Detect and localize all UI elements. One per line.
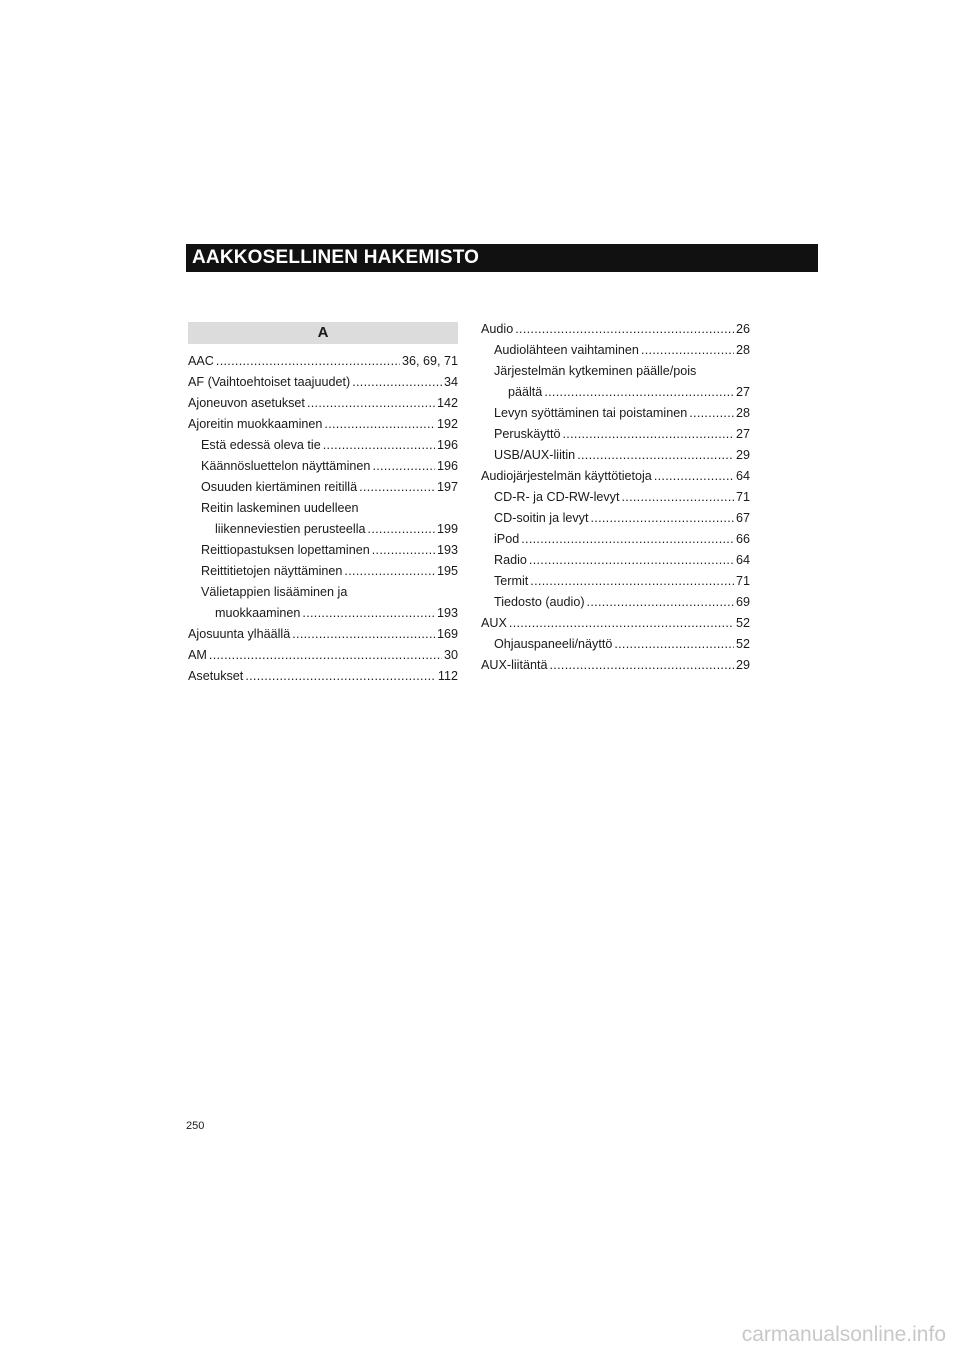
entry-page: 193	[436, 543, 458, 557]
entry-page: 27	[735, 385, 750, 399]
index-entry	[188, 624, 458, 645]
index-entry	[481, 466, 750, 487]
index-entry	[188, 393, 458, 414]
index-subentry	[494, 571, 750, 592]
entry-label: Ajoreitin muokkaaminen	[188, 417, 323, 431]
entry-label: Audio	[481, 322, 514, 336]
section-header-bar	[186, 244, 818, 272]
entry-label: liikenneviestien perusteella	[215, 522, 366, 536]
index-subentry	[201, 582, 458, 624]
entry-label: AF (Vaihtoehtoiset taajuudet)	[188, 375, 351, 389]
index-subentry	[494, 445, 750, 466]
entry-page: 34	[443, 375, 458, 389]
entry-label: Estä edessä oleva tie	[201, 438, 321, 452]
index-subentry	[201, 561, 458, 582]
entry-label: Ohjauspaneeli/näyttö	[494, 637, 613, 651]
index-subentry	[494, 508, 750, 529]
entry-label: Käännösluettelon näyttäminen	[201, 459, 371, 473]
entry-label: päältä	[508, 385, 543, 399]
index-column-left	[188, 322, 458, 687]
entry-page: 29	[735, 448, 750, 462]
index-entry	[188, 372, 458, 393]
index-entry	[481, 319, 750, 340]
entry-page: 66	[735, 532, 750, 546]
entry-label: Osuuden kiertäminen reitillä	[201, 480, 358, 494]
entry-label: Tiedosto (audio)	[494, 595, 585, 609]
entry-label: Peruskäyttö	[494, 427, 561, 441]
index-subentry	[201, 540, 458, 561]
entry-page: 192	[436, 417, 458, 431]
entry-page: 199	[436, 522, 458, 536]
entry-label: Ajoneuvon asetukset	[188, 396, 305, 410]
entry-label-first-line: Järjestelmän kytkeminen päälle/pois	[494, 364, 697, 378]
entry-label: Termit	[494, 574, 529, 588]
entry-page: 36, 69, 71	[401, 354, 458, 368]
entry-page: 26	[735, 322, 750, 336]
entry-page: 193	[436, 606, 458, 620]
entry-label: AUX	[481, 616, 507, 630]
entry-page: 196	[436, 438, 458, 452]
entry-page: 64	[735, 553, 750, 567]
entry-label-first-line: Reitin laskeminen uudelleen	[201, 501, 359, 515]
entry-page: 27	[735, 427, 750, 441]
index-subentry	[494, 403, 750, 424]
entry-page: 69	[735, 595, 750, 609]
entry-page: 52	[735, 637, 750, 651]
entry-label: Asetukset	[188, 669, 244, 683]
entry-label: CD-soitin ja levyt	[494, 511, 589, 525]
page-title: AAKKOSELLINEN HAKEMISTO	[192, 247, 480, 268]
entry-label: AAC	[188, 354, 214, 368]
entry-page: 67	[735, 511, 750, 525]
entry-label: Reittiopastuksen lopettaminen	[201, 543, 370, 557]
entry-label: Radio	[494, 553, 527, 567]
index-subentry	[494, 529, 750, 550]
entry-page: 30	[443, 648, 458, 662]
entry-page: 52	[735, 616, 750, 630]
entry-label-first-line: Välietappien lisääminen ja	[201, 585, 348, 599]
entry-page: 197	[436, 480, 458, 494]
index-subentry	[494, 550, 750, 571]
entry-page: 28	[735, 343, 750, 357]
index-subentry	[201, 435, 458, 456]
watermark: carmanualsonline.info	[741, 1323, 946, 1346]
entry-label: AUX-liitäntä	[481, 658, 548, 672]
index-subentry	[494, 592, 750, 613]
index-entry	[188, 645, 458, 666]
entry-label: CD-R- ja CD-RW-levyt	[494, 490, 620, 504]
index-subentry	[494, 424, 750, 445]
page-number: 250	[186, 1120, 205, 1132]
index-subentry	[494, 340, 750, 361]
index-entry	[188, 414, 458, 435]
index-column-right	[481, 319, 750, 676]
entry-label: Ajosuunta ylhäällä	[188, 627, 291, 641]
index-entry	[481, 655, 750, 676]
entry-page: 169	[436, 627, 458, 641]
entry-page: 28	[735, 406, 750, 420]
entry-label: Reittitietojen näyttäminen	[201, 564, 343, 578]
entry-page: 142	[436, 396, 458, 410]
entry-label: muokkaaminen	[215, 606, 301, 620]
entry-label: Levyn syöttäminen tai poistaminen	[494, 406, 688, 420]
entry-page: 71	[735, 574, 750, 588]
entry-page: 196	[436, 459, 458, 473]
index-subentry	[201, 498, 458, 540]
index-entry	[188, 351, 458, 372]
entry-label: Audiolähteen vaihtaminen	[494, 343, 639, 357]
index-subentry	[201, 456, 458, 477]
entry-page: 112	[437, 669, 458, 683]
entry-label: iPod	[494, 532, 520, 546]
entry-label: USB/AUX-liitin	[494, 448, 576, 462]
entry-page: 195	[436, 564, 458, 578]
index-entry	[481, 613, 750, 634]
entry-label: Audiojärjestelmän käyttötietoja	[481, 469, 652, 483]
entry-page: 64	[735, 469, 750, 483]
entry-page: 71	[735, 490, 750, 504]
index-subentry	[494, 361, 750, 403]
index-subentry	[201, 477, 458, 498]
index-subentry	[494, 487, 750, 508]
entry-label: AM	[188, 648, 207, 662]
index-subentry	[494, 634, 750, 655]
index-entry	[188, 666, 458, 687]
entry-page: 29	[735, 658, 750, 672]
letter-heading: A	[188, 322, 458, 344]
